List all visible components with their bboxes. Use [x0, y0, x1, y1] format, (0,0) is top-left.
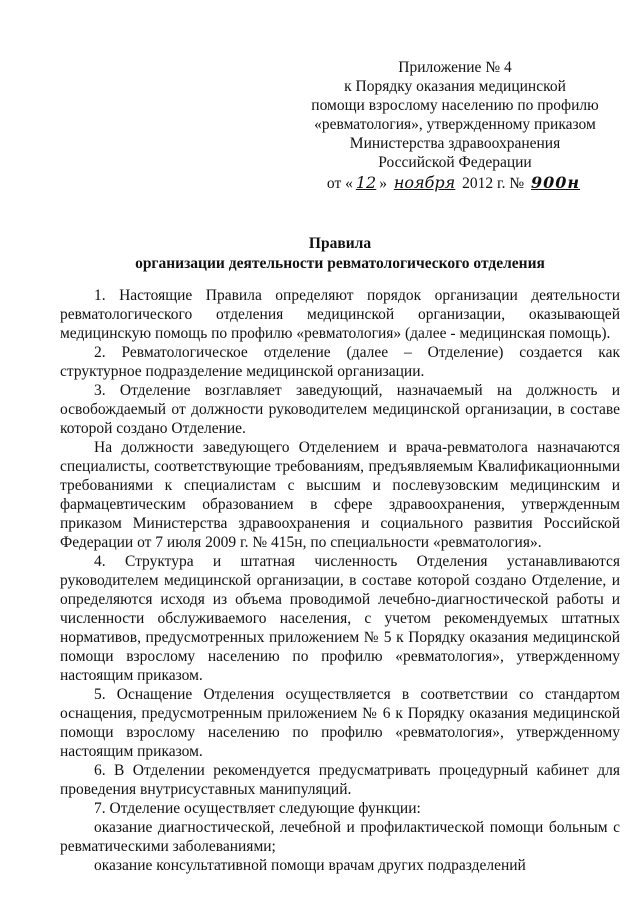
handwritten-month: ноября: [393, 173, 456, 192]
document-title: [60, 234, 620, 274]
header-line: Министерства здравоохранения: [349, 135, 561, 152]
paragraph: 3. Отделение возглавляет заведующий, назначаемый на должность и освобождаемый от должности руководителем медицинской организации, в составе которой создано Отделение.: [60, 382, 620, 437]
header-line: «ревматология», утвержденному приказом: [314, 116, 596, 133]
paragraph: оказание консультативной помощи врачам других подразделений: [94, 857, 526, 874]
date-mid: »: [379, 175, 387, 192]
paragraph: 4. Структура и штатная численность Отделения устанавливаются руководителем медицинской организации, в составе которой создано Отделение, и определяются исходя из объема проводимой лечебно-диагностической работы и численности обслуживаемого населения, с учетом рекомендуемых штатных нормативов, предусмотренных приложением № 5 к Порядку оказания медицинской помощи взрослому населению по профилю «ревматология», утвержденному настоящим приказом.: [60, 553, 620, 684]
order-date-line: [300, 173, 610, 193]
date-prefix: от «: [326, 175, 353, 192]
appendix-header: [300, 58, 610, 193]
paragraph: 5. Оснащение Отделения осуществляется в соответствии со стандартом оснащения, предусмотренным приложением № 6 к Порядку оказания медицинской помощи взрослому населению по профилю «ревматология», утвержденному настоящим приказом.: [60, 686, 620, 760]
paragraph: 2. Ревматологическое отделение (далее – Отделение) создается как структурное подразделение медицинской организации.: [60, 344, 620, 380]
header-line: к Порядку оказания медицинской: [344, 78, 566, 95]
paragraph: 1. Настоящие Правила определяют порядок организации деятельности ревматологического отделения медицинской организации, оказывающей медицинскую помощь по профилю «ревматология» (далее - медицинская помощь).: [60, 287, 620, 342]
paragraph: 6. В Отделении рекомендуется предусматривать процедурный кабинет для проведения внутрисуставных манипуляций.: [60, 762, 620, 798]
paragraph: оказание диагностической, лечебной и профилактической помощи больным с ревматическими заболеваниями;: [60, 819, 620, 855]
header-line: Приложение № 4: [398, 59, 512, 76]
date-year: 2012 г. №: [462, 175, 525, 192]
title-line-2: организации деятельности ревматологического отделения: [135, 255, 545, 272]
handwritten-order-number: 900н: [531, 173, 581, 192]
title-line-1: Правила: [308, 235, 372, 252]
paragraph: 7. Отделение осуществляет следующие функции:: [94, 800, 421, 817]
header-line: помощи взрослому населению по профилю: [311, 97, 599, 114]
header-line: Российской Федерации: [378, 154, 532, 171]
handwritten-day: 12: [355, 173, 377, 192]
paragraph: На должности заведующего Отделением и врача-ревматолога назначаются специалисты, соответствующие требованиям, предъявляемым Квалификационными требованиями к специалистам с высшим и послевузовским медицинским и фармацевтическим образованием в сфере здравоохранения, утвержденным приказом Министерства здравоохранения и социального развития Российской Федерации от 7 июля 2009 г. № 415н, по специальности «ревматология».: [60, 439, 620, 551]
document-body: [60, 286, 620, 875]
